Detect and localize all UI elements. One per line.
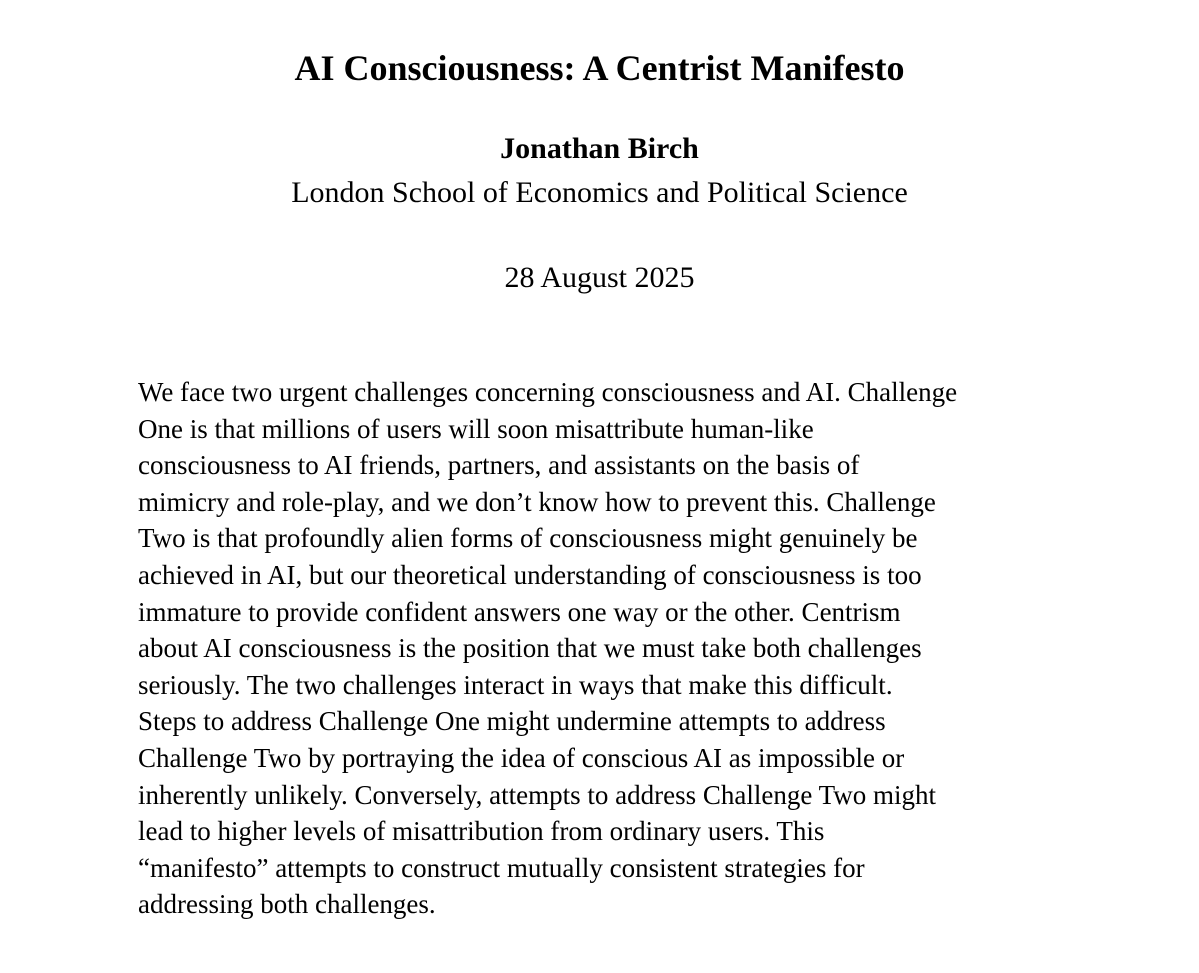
abstract-line: addressing both challenges. — [138, 889, 436, 920]
abstract-line: mimicry and role-play, and we don’t know how to prevent this. Challenge — [138, 486, 936, 517]
abstract-line: immature to provide confident answers one way or the other. Centrism — [138, 596, 901, 627]
abstract-line: about AI consciousness is the position that we must take both challenges — [138, 633, 922, 664]
paper-title: AI Consciousness: A Centrist Manifesto — [294, 48, 905, 88]
abstract-line: Steps to address Challenge One might undermine attempts to address — [138, 706, 886, 737]
abstract-line: consciousness to AI friends, partners, and assistants on the basis of — [138, 450, 860, 481]
abstract-line: lead to higher levels of misattribution from ordinary users. This — [138, 816, 825, 847]
abstract-line: achieved in AI, but our theoretical understanding of consciousness is too — [138, 559, 922, 590]
author-name: Jonathan Birch — [500, 132, 699, 165]
abstract-line: seriously. The two challenges interact in ways that make this difficult. — [138, 669, 893, 700]
publication-date: 28 August 2025 — [504, 261, 695, 294]
abstract-line: We face two urgent challenges concerning consciousness and AI. Challenge — [138, 377, 958, 407]
abstract-line: “manifesto” attempts to construct mutually consistent strategies for — [138, 852, 865, 883]
abstract-line: One is that millions of users will soon misattribute human-like — [138, 413, 814, 444]
abstract-line: Two is that profoundly alien forms of consciousness might genuinely be — [138, 523, 918, 554]
abstract-line: inherently unlikely. Conversely, attempts to address Challenge Two might — [138, 779, 936, 810]
author-affiliation: London School of Economics and Political Science — [291, 176, 908, 209]
abstract-paragraph — [138, 374, 1068, 923]
abstract-line: Challenge Two by portraying the idea of conscious AI as impossible or — [138, 742, 905, 773]
